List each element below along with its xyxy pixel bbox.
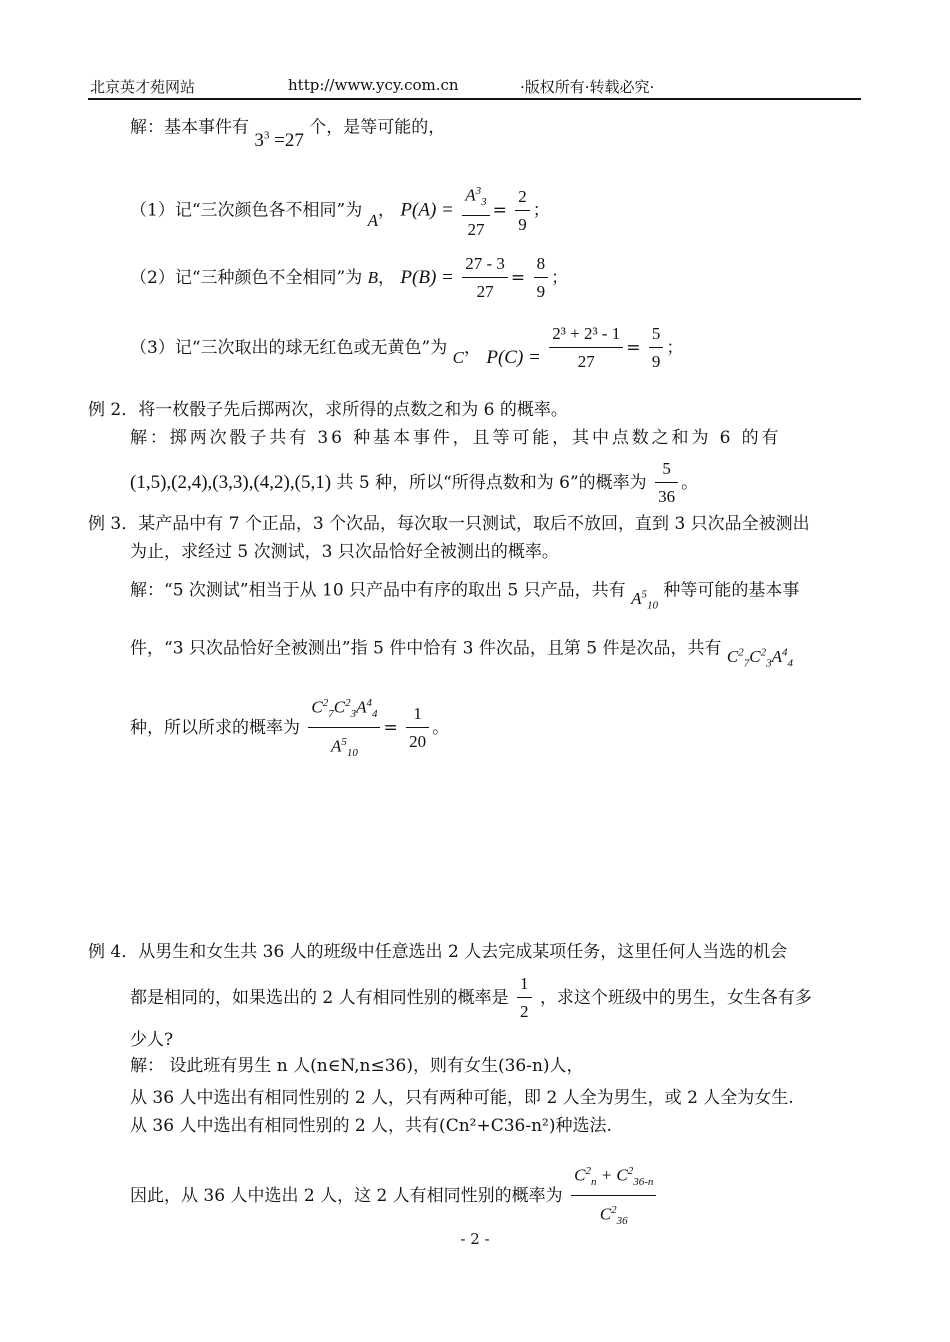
fraction: $\frac{\text{2³ + 2³ - 1}}{27}$: [549, 321, 623, 376]
example3-solution-l2: 件，“3 只次品恰好全被测出”指 5 件中恰有 3 件次品，且第 5 件是次品，共有 $C^2_7C^2_3A^4_4$: [130, 638, 793, 670]
header-rights: ·版权所有·转载必究·: [520, 78, 655, 96]
example3-question-l1: 例 3．某产品中有 7 个正品，3 个次品，每次取一只测试，取后不放回，直到 3 只次品全被测出: [88, 514, 810, 534]
example4-solution-l1: 解： 设此班有男生 n 人(n∈N,n≤36)，则有女生(36-n)人，: [130, 1056, 584, 1076]
solution1-part2: （2）记“三种颜色不全相同”为 B， P(B) = $\frac{27 - 3}{27}$ = $\frac{8}{9}$ ；: [130, 250, 568, 306]
page-header: [88, 76, 861, 100]
solution1-intro: 解：基本事件有 $3^3 =27$ 个，是等可能的，: [130, 117, 446, 152]
example2-solution-line2: (1,5),(2,4),(3,3),(4,2),(5,1) 共 5 种，所以“所得点数和为 6”的概率为 $\frac{5}{36}$ 。: [130, 456, 698, 511]
example2-solution-line1: 解：掷两次骰子共有 36 种基本事件，且等可能，其中点数之和为 6 的有: [130, 428, 782, 448]
solution1-part3: （3）记“三次取出的球无红色或无黄色”为 C， P(C) = $\frac{\text{2³ + 2³ - 1}}{27}$ = $\frac{5}{9}$ ；: [130, 320, 683, 376]
fraction: $\frac{C^2_7C^2_3A^4_4}{A^5_{10}}$: [308, 690, 380, 767]
fraction: $\frac{A^3_3}{27}$: [462, 178, 489, 244]
fraction: $\frac{C^2_n + C^2_{36-n}}{C^2_{36}}$: [571, 1158, 656, 1235]
solution1-part1: （1）记“三次颜色各不相同”为 A， P(A) = $\frac{A^3_3}{27}$ = $\frac{2}{9}$ ；: [130, 178, 550, 244]
fraction: $\frac{27 - 3}{27}$: [462, 251, 508, 306]
example4-question-l3: 少人?: [130, 1030, 174, 1050]
example4-solution-l4: 因此，从 36 人中选出 2 人，这 2 人有相同性别的概率为 $\frac{C^2_n + C^2_{36-n}}{C^2_{36}}$: [130, 1158, 659, 1235]
page-number: - 2 -: [460, 1230, 490, 1248]
header-site: 北京英才苑网站: [90, 78, 196, 96]
example4-question-l2: 都是相同的，如果选出的 2 人有相同性别的概率是 $\frac{1}{2}$ ，求这个班级中的男生，女生各有多: [130, 970, 812, 1026]
fraction: $\frac{1}{2}$: [517, 971, 532, 1026]
example2-question: 例 2．将一枚骰子先后掷两次，求所得的点数之和为 6 的概率。: [88, 400, 568, 420]
example3-solution-l3: 种，所以所求的概率为 $\frac{C^2_7C^2_3A^4_4}{A^5_{10}}$ = $\frac{1}{20}$ 。: [130, 690, 449, 767]
fraction: $\frac{2}{9}$: [515, 184, 530, 239]
example3-question-l2: 为止，求经过 5 次测试，3 只次品恰好全被测出的概率。: [130, 542, 559, 562]
example4-question-l1: 例 4．从男生和女生共 36 人的班级中任意选出 2 人去完成某项任务，这里任何人当选的机会: [88, 942, 788, 962]
fraction: $\frac{8}{9}$: [534, 251, 549, 306]
fraction: $\frac{5}{36}$: [655, 456, 678, 511]
fraction: $\frac{5}{9}$: [649, 321, 664, 376]
header-url[interactable]: http://www.ycy.com.cn: [288, 76, 459, 94]
example4-solution-l3: 从 36 人中选出有相同性别的 2 人，共有(Cn²+C36-n²)种选法.: [130, 1116, 612, 1136]
fraction: $\frac{1}{20}$: [406, 701, 429, 756]
example4-solution-l2: 从 36 人中选出有相同性别的 2 人，只有两种可能，即 2 人全为男生，或 2 人全为女生.: [130, 1088, 794, 1108]
example3-solution-l1: 解：“5 次测试”相当于从 10 只产品中有序的取出 5 只产品，共有 $A^5_{10}$ 种等可能的基本事: [130, 580, 800, 612]
